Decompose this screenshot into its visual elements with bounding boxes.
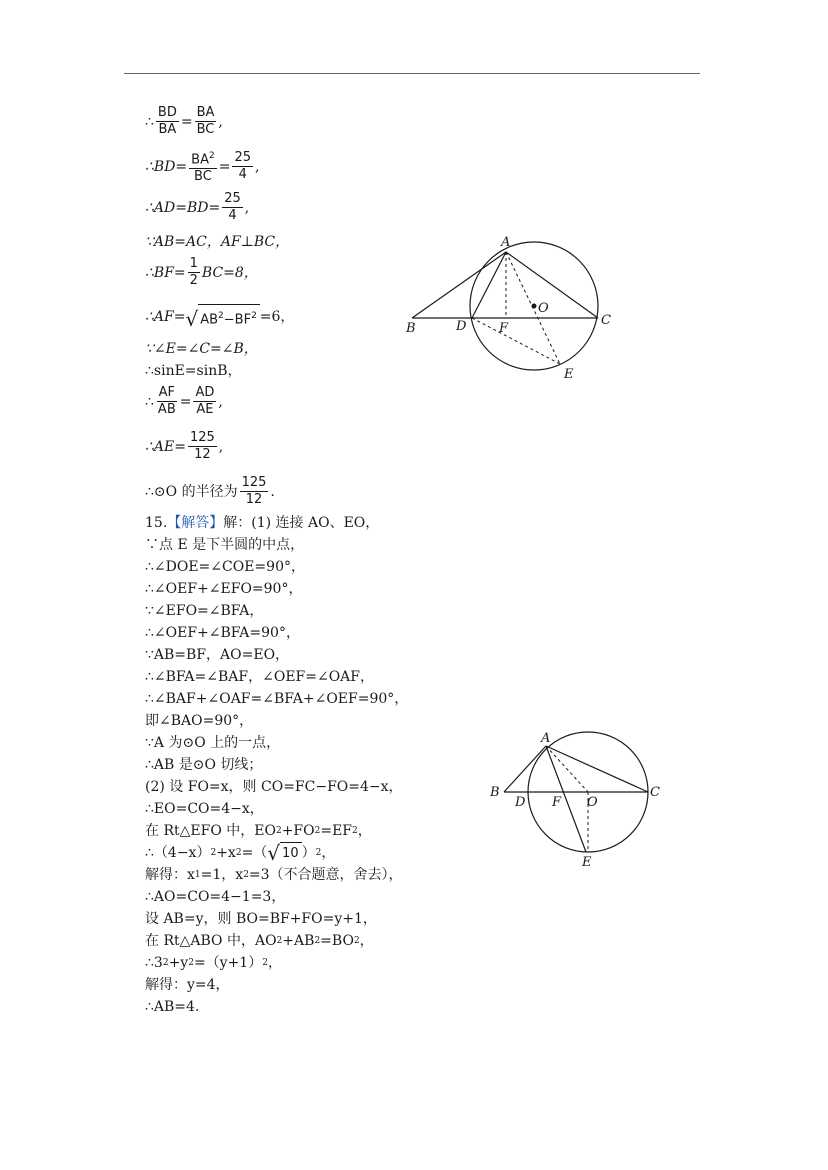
geometry-figure-2 xyxy=(486,728,666,870)
line-32: ∴3 2 +y 2 =（y+1） 2 ， xyxy=(145,955,282,971)
text: ∴ xyxy=(145,393,154,410)
segment-de xyxy=(472,318,560,364)
line-21 xyxy=(145,712,253,730)
text: , xyxy=(218,438,224,455)
line-11 xyxy=(145,475,275,508)
text: ∴AE= xyxy=(145,438,186,455)
label-o: O xyxy=(587,795,598,810)
text: ∵A 为⊙O 上的一点， xyxy=(145,735,281,751)
square-root: √ $AB^2-BF^2$ xyxy=(185,304,259,329)
line-31: 在 Rt△ABO 中，AO 2 +AB 2 =BO 2 ， xyxy=(145,933,374,949)
text: ∴∠OEF+∠EFO=90°， xyxy=(145,581,303,597)
text: , xyxy=(218,113,223,130)
text: ∴∠BAF+∠OAF=∠BFA+∠OEF=90°， xyxy=(145,691,409,707)
text: (2) 设 FO=x，则 CO=FC−FO=4−x， xyxy=(145,779,403,795)
fraction: $\frac{BA}{BC}$ xyxy=(196,105,215,137)
line-16 xyxy=(145,602,263,620)
line-29 xyxy=(145,888,285,906)
text: , xyxy=(254,158,260,175)
fraction: $\frac{AD}{AE}$ xyxy=(195,385,215,417)
line-23 xyxy=(145,756,262,774)
fraction: $\frac{25}{4}$ xyxy=(224,191,241,223)
text: ∴⊙O 的半径为 xyxy=(145,483,238,500)
line-33 xyxy=(145,976,230,994)
text: ∴AO=CO=4−1=3， xyxy=(145,889,286,905)
text: = xyxy=(180,113,193,130)
text: BC=8， xyxy=(201,264,258,281)
label-f: F xyxy=(552,795,562,810)
text: , xyxy=(218,393,223,410)
line-27: ∴（4−x） 2 +x 2 =（ √ 10 ） 2 ， xyxy=(145,841,336,865)
text: ∴∠DOE=∠COE=90°， xyxy=(145,559,305,575)
line-30 xyxy=(145,910,377,928)
problem-number: 15. xyxy=(145,515,168,531)
label-o: O xyxy=(538,301,549,316)
text: ∴AB=4. xyxy=(145,999,200,1015)
text: ∴BF= xyxy=(145,264,186,281)
label-d: D xyxy=(515,795,526,810)
line-13 xyxy=(145,536,304,554)
line-28: 解得：x 1 =1，x 2 =3（不合题意，舍去）， xyxy=(145,867,403,883)
text: ∵∠E=∠C=∠B， xyxy=(145,341,258,357)
text: ∴AD=BD= xyxy=(145,199,221,216)
text: ∴sinE=sinB， xyxy=(145,363,242,379)
label-e: E xyxy=(582,855,592,870)
line-20 xyxy=(145,690,408,708)
text: ∵点 E 是下半圆的中点， xyxy=(145,537,305,553)
text: = xyxy=(179,393,192,410)
line-25 xyxy=(145,800,264,818)
text: ∴AB 是⊙O 切线； xyxy=(145,757,263,773)
line-4 xyxy=(145,233,289,251)
label-e: E xyxy=(564,367,574,382)
segment-ac xyxy=(506,252,598,318)
label-b: B xyxy=(406,321,416,336)
text: =6， xyxy=(259,308,295,325)
fraction: $\frac{BA^2}{BC}$ xyxy=(189,148,217,185)
line-22 xyxy=(145,734,280,752)
label-b: B xyxy=(490,785,500,800)
text: . xyxy=(270,483,275,500)
line-10 xyxy=(145,430,223,463)
line-5 xyxy=(145,256,258,289)
line-14 xyxy=(145,558,305,576)
geometry-figure-1 xyxy=(400,232,625,384)
fraction: $\frac{125}{12}$ xyxy=(241,475,267,507)
label-a: A xyxy=(541,731,551,746)
line-12 xyxy=(145,514,379,532)
label-a: A xyxy=(501,235,511,250)
square-root: √ 10 xyxy=(267,842,301,863)
line-15 xyxy=(145,580,302,598)
line-3 xyxy=(145,191,249,224)
segment-ad xyxy=(472,252,506,318)
line-34 xyxy=(145,998,199,1016)
header-rule xyxy=(124,73,700,74)
text: ∴EO=CO=4−x， xyxy=(145,801,264,817)
label-c: C xyxy=(650,785,660,800)
center-point xyxy=(532,304,537,309)
segment-ab xyxy=(504,746,546,792)
line-18 xyxy=(145,646,289,664)
text: ∵∠EFO=∠BFA， xyxy=(145,603,264,619)
line-24 xyxy=(145,778,403,796)
text: 解：(1) 连接 AO、EO， xyxy=(223,515,380,531)
label-f: F xyxy=(499,321,509,336)
text: ∵AB=AC，AF⊥BC， xyxy=(145,234,290,250)
line-8 xyxy=(145,362,242,380)
text: 设 AB=y，则 BO=BF+FO=y+1， xyxy=(145,911,377,927)
answer-tag: 【解答】 xyxy=(167,515,224,531)
line-1 xyxy=(145,105,223,138)
label-d: D xyxy=(456,319,467,334)
text: ∴BD= xyxy=(145,158,188,175)
text: = xyxy=(218,158,231,175)
fraction: $\frac{125}{12}$ xyxy=(189,430,215,462)
segment-ao xyxy=(546,746,588,792)
fraction: $\frac{BD}{BA}$ xyxy=(157,105,177,137)
fraction: $\frac{25}{4}$ xyxy=(234,150,251,183)
label-c: C xyxy=(601,313,611,328)
text: ∴AF= xyxy=(145,308,186,325)
line-26: 在 Rt△EFO 中，EO 2 +FO 2 =EF 2 ， xyxy=(145,823,372,839)
text: 即∠BAO=90°， xyxy=(145,713,254,729)
text: 解得：y=4， xyxy=(145,977,230,993)
line-7 xyxy=(145,340,258,358)
line-9 xyxy=(145,385,223,418)
line-2 xyxy=(145,148,259,185)
text: , xyxy=(244,199,250,216)
text: ∴∠OEF+∠BFA=90°， xyxy=(145,625,300,641)
line-6 xyxy=(145,304,295,332)
line-19 xyxy=(145,668,374,686)
fraction: $\frac{AF}{AB}$ xyxy=(157,385,176,417)
text: ∵AB=BF，AO=EO， xyxy=(145,647,290,663)
text: ∴∠BFA=∠BAF，∠OEF=∠OAF， xyxy=(145,669,375,685)
line-17 xyxy=(145,624,300,642)
fraction: $\frac{1}{2}$ xyxy=(189,256,198,288)
segment-ab xyxy=(412,252,506,318)
text: ∴ xyxy=(145,113,154,130)
